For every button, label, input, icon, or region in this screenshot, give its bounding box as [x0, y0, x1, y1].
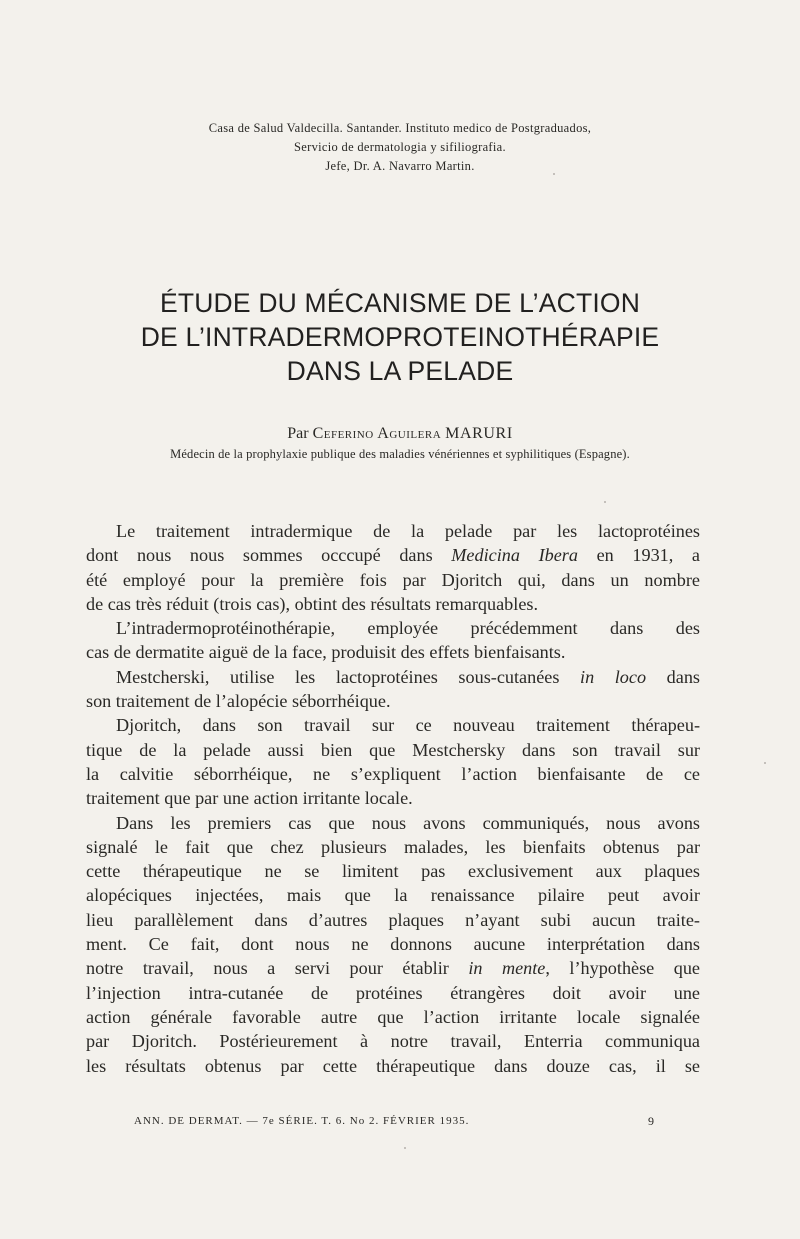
title-line: DE L’INTRADERMOPROTEINOTHÉRAPIE [140, 322, 660, 352]
affiliation-block [100, 119, 700, 176]
running-footer [134, 1114, 654, 1128]
affiliation-line: Jefe, Dr. A. Navarro Martin. [325, 159, 475, 173]
body-line: dont nous nous sommes occcupé dans Medicina Ibera en 1931, a [86, 545, 700, 566]
title-line: ÉTUDE DU MÉCANISME DE L’ACTION [159, 288, 641, 318]
journal-citation: Medicina Ibera [451, 545, 578, 566]
journal-reference: ANN. DE DERMAT. — 7e SÉRIE. T. 6. No 2. FÉVRIER 1935. [134, 1115, 470, 1127]
body-line: L’intradermoprotéinothérapie, employée précédemment dans des [116, 618, 700, 639]
author-first-names: Ceferino Aguilera [312, 425, 442, 442]
body-line: la calvitie séborrhéique, ne s’expliquent l’action bienfaisante de ce [86, 763, 700, 784]
affiliation-line: Casa de Salud Valdecilla. Santander. Instituto medico de Postgraduados, [208, 121, 592, 135]
body-line: Djoritch, dans son travail sur ce nouveau traitement thérapeu- [116, 715, 700, 736]
print-speck [604, 501, 606, 503]
body-line: cas de dermatite aiguë de la face, produisit des effets bienfaisants. [86, 642, 566, 663]
body-line: action générale favorable autre que l’action irritante locale signalée [86, 1006, 700, 1027]
print-speck [404, 1147, 406, 1149]
author-byline [60, 424, 740, 444]
author-role: Médecin de la prophylaxie publique des maladies vénériennes et syphilitiques (Espagne). [170, 447, 630, 461]
body-line: ment. Ce fait, dont nous ne donnons aucune interprétation dans [86, 934, 700, 955]
body-line: Mestcherski, utilise les lactoprotéines sous-cutanées in loco dans [116, 666, 700, 687]
affiliation-line: Servicio de dermatologia y sifiliografia. [294, 140, 506, 154]
article-title [60, 286, 740, 388]
latin-term: in mente [468, 958, 546, 979]
body-line: alopéciques injectées, mais que la renaissance pilaire peut avoir [86, 885, 700, 906]
body-line: les résultats obtenus par cette thérapeutique dans douze cas, il se [86, 1055, 700, 1076]
body-line: par Djoritch. Postérieurement à notre travail, Enterria communiqua [86, 1031, 700, 1052]
print-speck [764, 762, 766, 764]
body-line: tique de la pelade aussi bien que Mestchersky dans son travail sur [86, 739, 700, 760]
author-prefix: Par [287, 425, 309, 442]
body-line: traitement que par une action irritante locale. [86, 788, 413, 809]
body-line: Dans les premiers cas que nous avons communiqués, nous avons [116, 812, 700, 833]
author-surname: MARURI [445, 425, 513, 442]
body-line: de cas très réduit (trois cas), obtint des résultats remarquables. [86, 593, 539, 614]
title-line: DANS LA PELADE [286, 356, 514, 386]
page-number: 9 [648, 1114, 654, 1128]
body-line: notre travail, nous a servi pour établir in mente, l’hypothèse que [86, 958, 700, 979]
body-line: signalé le fait que chez plusieurs malades, les bienfaits obtenus par [86, 836, 700, 857]
latin-term: in loco [580, 666, 647, 687]
body-line: l’injection intra-cutanée de protéines étrangères doit avoir une [86, 982, 700, 1003]
body-line: lieu parallèlement dans d’autres plaques n’ayant subi aucun traite- [86, 909, 700, 930]
body-line: cette thérapeutique ne se limitent pas exclusivement aux plaques [86, 861, 700, 882]
body-line: son traitement de l’alopécie séborrhéique. [86, 691, 391, 712]
article-body [86, 519, 700, 1078]
body-line: été employé pour la première fois par Djoritch qui, dans un nombre [86, 569, 700, 590]
print-speck [553, 173, 555, 175]
body-line: Le traitement intradermique de la pelade par les lactoprotéines [116, 521, 700, 541]
